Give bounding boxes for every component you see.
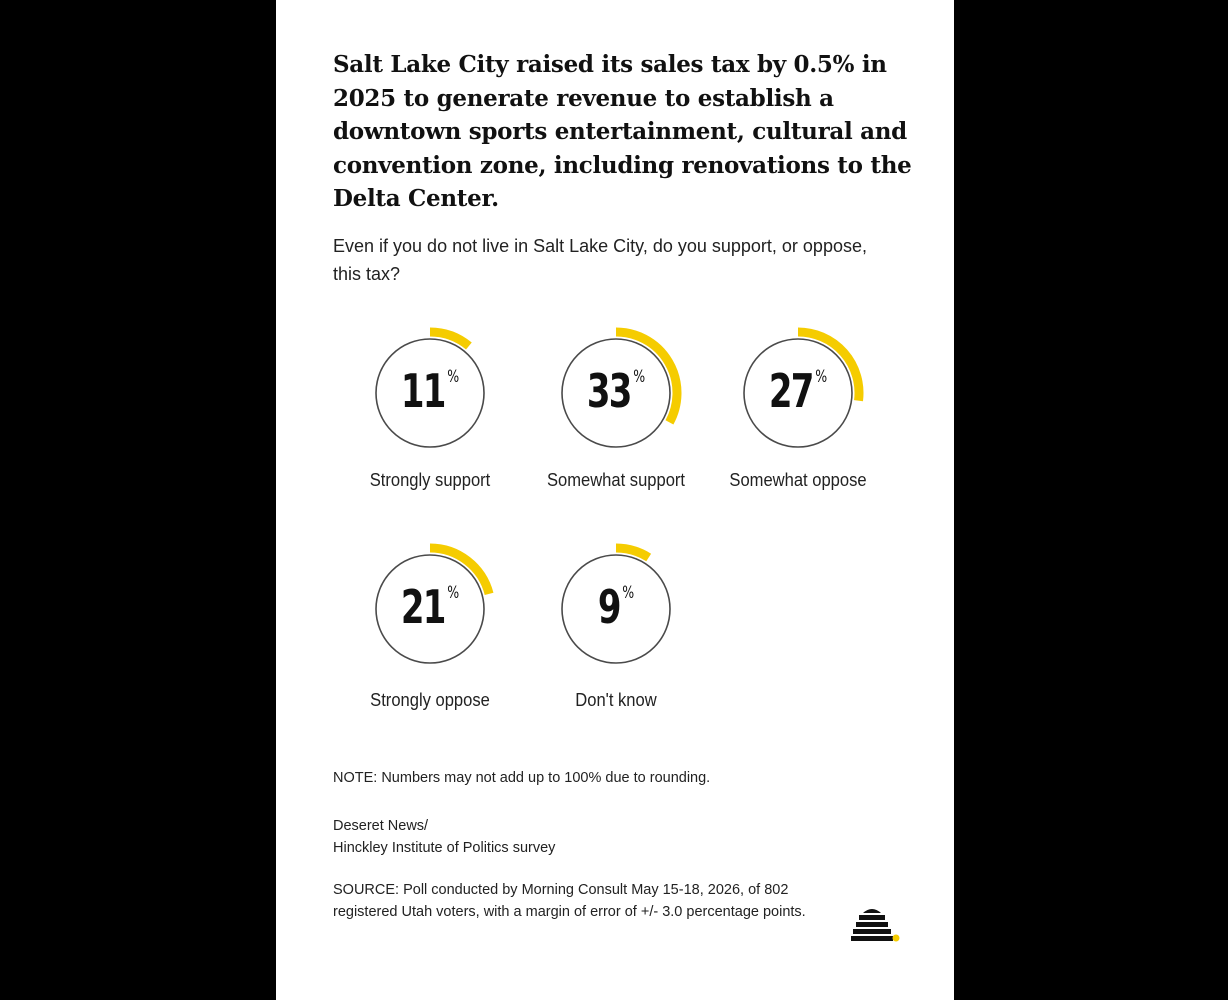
survey-question: Even if you do not live in Salt Lake City, do you support, or oppose, this tax?	[333, 236, 867, 284]
percent-sign: %	[447, 583, 460, 603]
data-label	[369, 579, 492, 635]
rounding-note: NOTE: Numbers may not add up to 100% due to rounding.	[333, 770, 711, 786]
data-label	[369, 363, 492, 419]
percent-sign: %	[622, 583, 635, 603]
credit-line-1: Deseret News/	[333, 818, 429, 834]
data-value: 33	[586, 364, 631, 418]
data-value: 9	[597, 580, 620, 634]
data-label	[555, 363, 678, 419]
source-note: SOURCE: Poll conducted by Morning Consult May 15-18, 2026, of 802 registered Utah voters, with a margin of error of +/- 3.0 percentage points.	[333, 882, 806, 920]
data-value: 11	[400, 364, 445, 418]
data-label	[555, 579, 678, 635]
category-label: Somewhat oppose	[729, 470, 867, 490]
category-label: Strongly support	[369, 470, 491, 490]
category-label: Strongly oppose	[370, 690, 490, 710]
credit	[333, 815, 555, 859]
data-value: 27	[768, 364, 813, 418]
category-label: Somewhat support	[546, 470, 686, 490]
donut-ring	[355, 318, 505, 468]
percent-sign: %	[633, 367, 646, 387]
donut-ring	[723, 318, 873, 468]
category-label: Don't know	[575, 690, 657, 710]
percent-sign: %	[447, 367, 460, 387]
donut-ring	[355, 534, 505, 684]
donut-ring	[541, 534, 691, 684]
donut-arc	[616, 548, 649, 558]
data-label	[737, 363, 860, 419]
headline: Salt Lake City raised its sales tax by 0.5% in 2025 to generate revenue to establish a downtown sports entertainment, cultural and convention zone, including renovations to the Delta Center.	[333, 51, 912, 212]
infographic-card	[276, 0, 954, 1000]
data-value: 21	[400, 580, 445, 634]
donut-ring	[541, 318, 691, 468]
credit-line-2: Hinckley Institute of Politics survey	[333, 840, 556, 856]
beehive-logo-icon	[850, 906, 900, 942]
percent-sign: %	[815, 367, 828, 387]
